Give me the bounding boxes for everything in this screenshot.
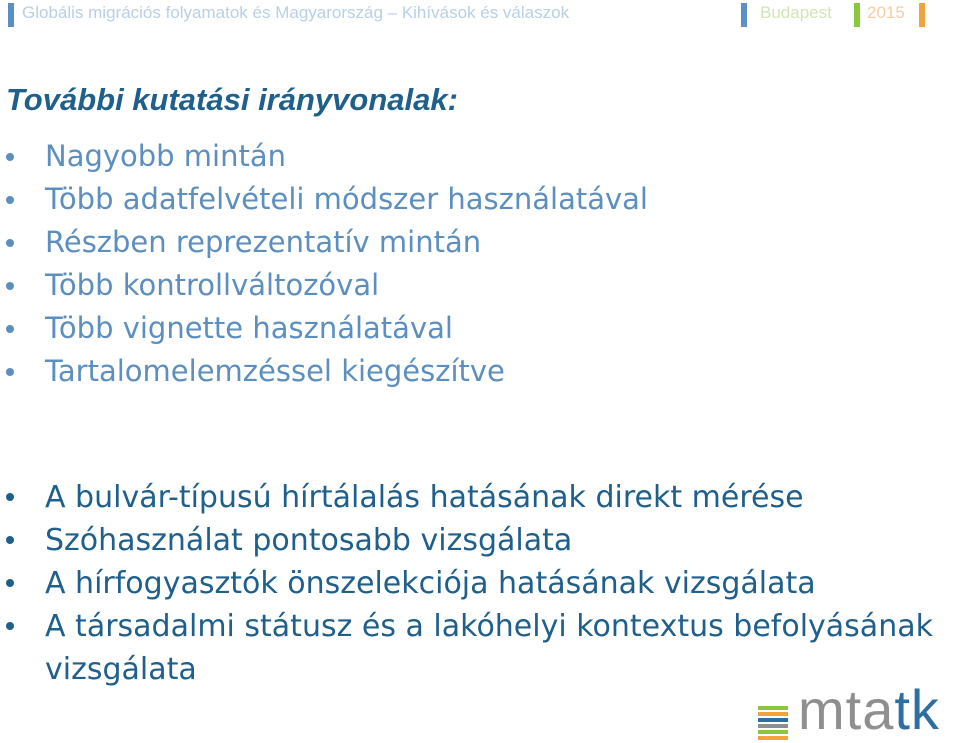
bullet-icon (6, 493, 14, 501)
logo-text-mta: mta (798, 678, 895, 741)
list-item-text: A hírfogyasztók önszelekciója hatásának vizsgálata (45, 566, 816, 601)
list-item-text: A bulvár-típusú hírtálalás hatásának direkt mérése (45, 480, 804, 515)
slide-header (0, 0, 960, 30)
list-item-text: Tartalomelemzéssel kiegészítve (45, 354, 505, 388)
logo-text (798, 680, 940, 740)
list-item-text: A társadalmi státusz és a lakóhelyi kontextus befolyásának vizsgálata (45, 609, 933, 687)
header-year: 2015 (867, 3, 905, 22)
list-item (0, 519, 960, 562)
list-item (0, 476, 960, 519)
list-item-text: Szóhasználat pontosabb vizsgálata (45, 523, 573, 558)
header-blue-bar-2 (741, 3, 747, 27)
research-directions-list (0, 138, 648, 396)
list-item-text: Több adatfelvételi módszer használatával (45, 182, 648, 216)
header-orange-bar (919, 3, 925, 27)
bullet-icon (6, 153, 14, 161)
list-item (0, 353, 648, 396)
bullet-icon (6, 622, 14, 630)
list-item-text: Több vignette használatával (45, 311, 453, 345)
list-item-text: Több kontrollváltozóval (45, 268, 380, 302)
list-item (0, 267, 648, 310)
header-green-bar (854, 3, 860, 27)
list-item-text: Nagyobb mintán (45, 139, 287, 173)
bullet-icon (6, 368, 14, 376)
list-item (0, 181, 648, 224)
section-heading: További kutatási irányvonalak: (6, 82, 458, 117)
bullet-icon (6, 282, 14, 290)
list-item (0, 562, 960, 605)
bullet-icon (6, 239, 14, 247)
measurement-goals-list (0, 476, 960, 691)
mtatk-logo (758, 678, 958, 741)
header-title: Globális migrációs folyamatok és Magyarország – Kihívások és válaszok (22, 3, 570, 22)
logo-text-tk: tk (894, 678, 940, 741)
bullet-icon (6, 196, 14, 204)
header-blue-bar (8, 3, 14, 27)
bullet-icon (6, 325, 14, 333)
bullet-icon (6, 536, 14, 544)
list-item (0, 138, 648, 181)
header-city: Budapest (760, 3, 832, 22)
list-item (0, 310, 648, 353)
list-item-text: Részben reprezentatív mintán (45, 225, 482, 259)
list-item (0, 224, 648, 267)
bullet-icon (6, 579, 14, 587)
